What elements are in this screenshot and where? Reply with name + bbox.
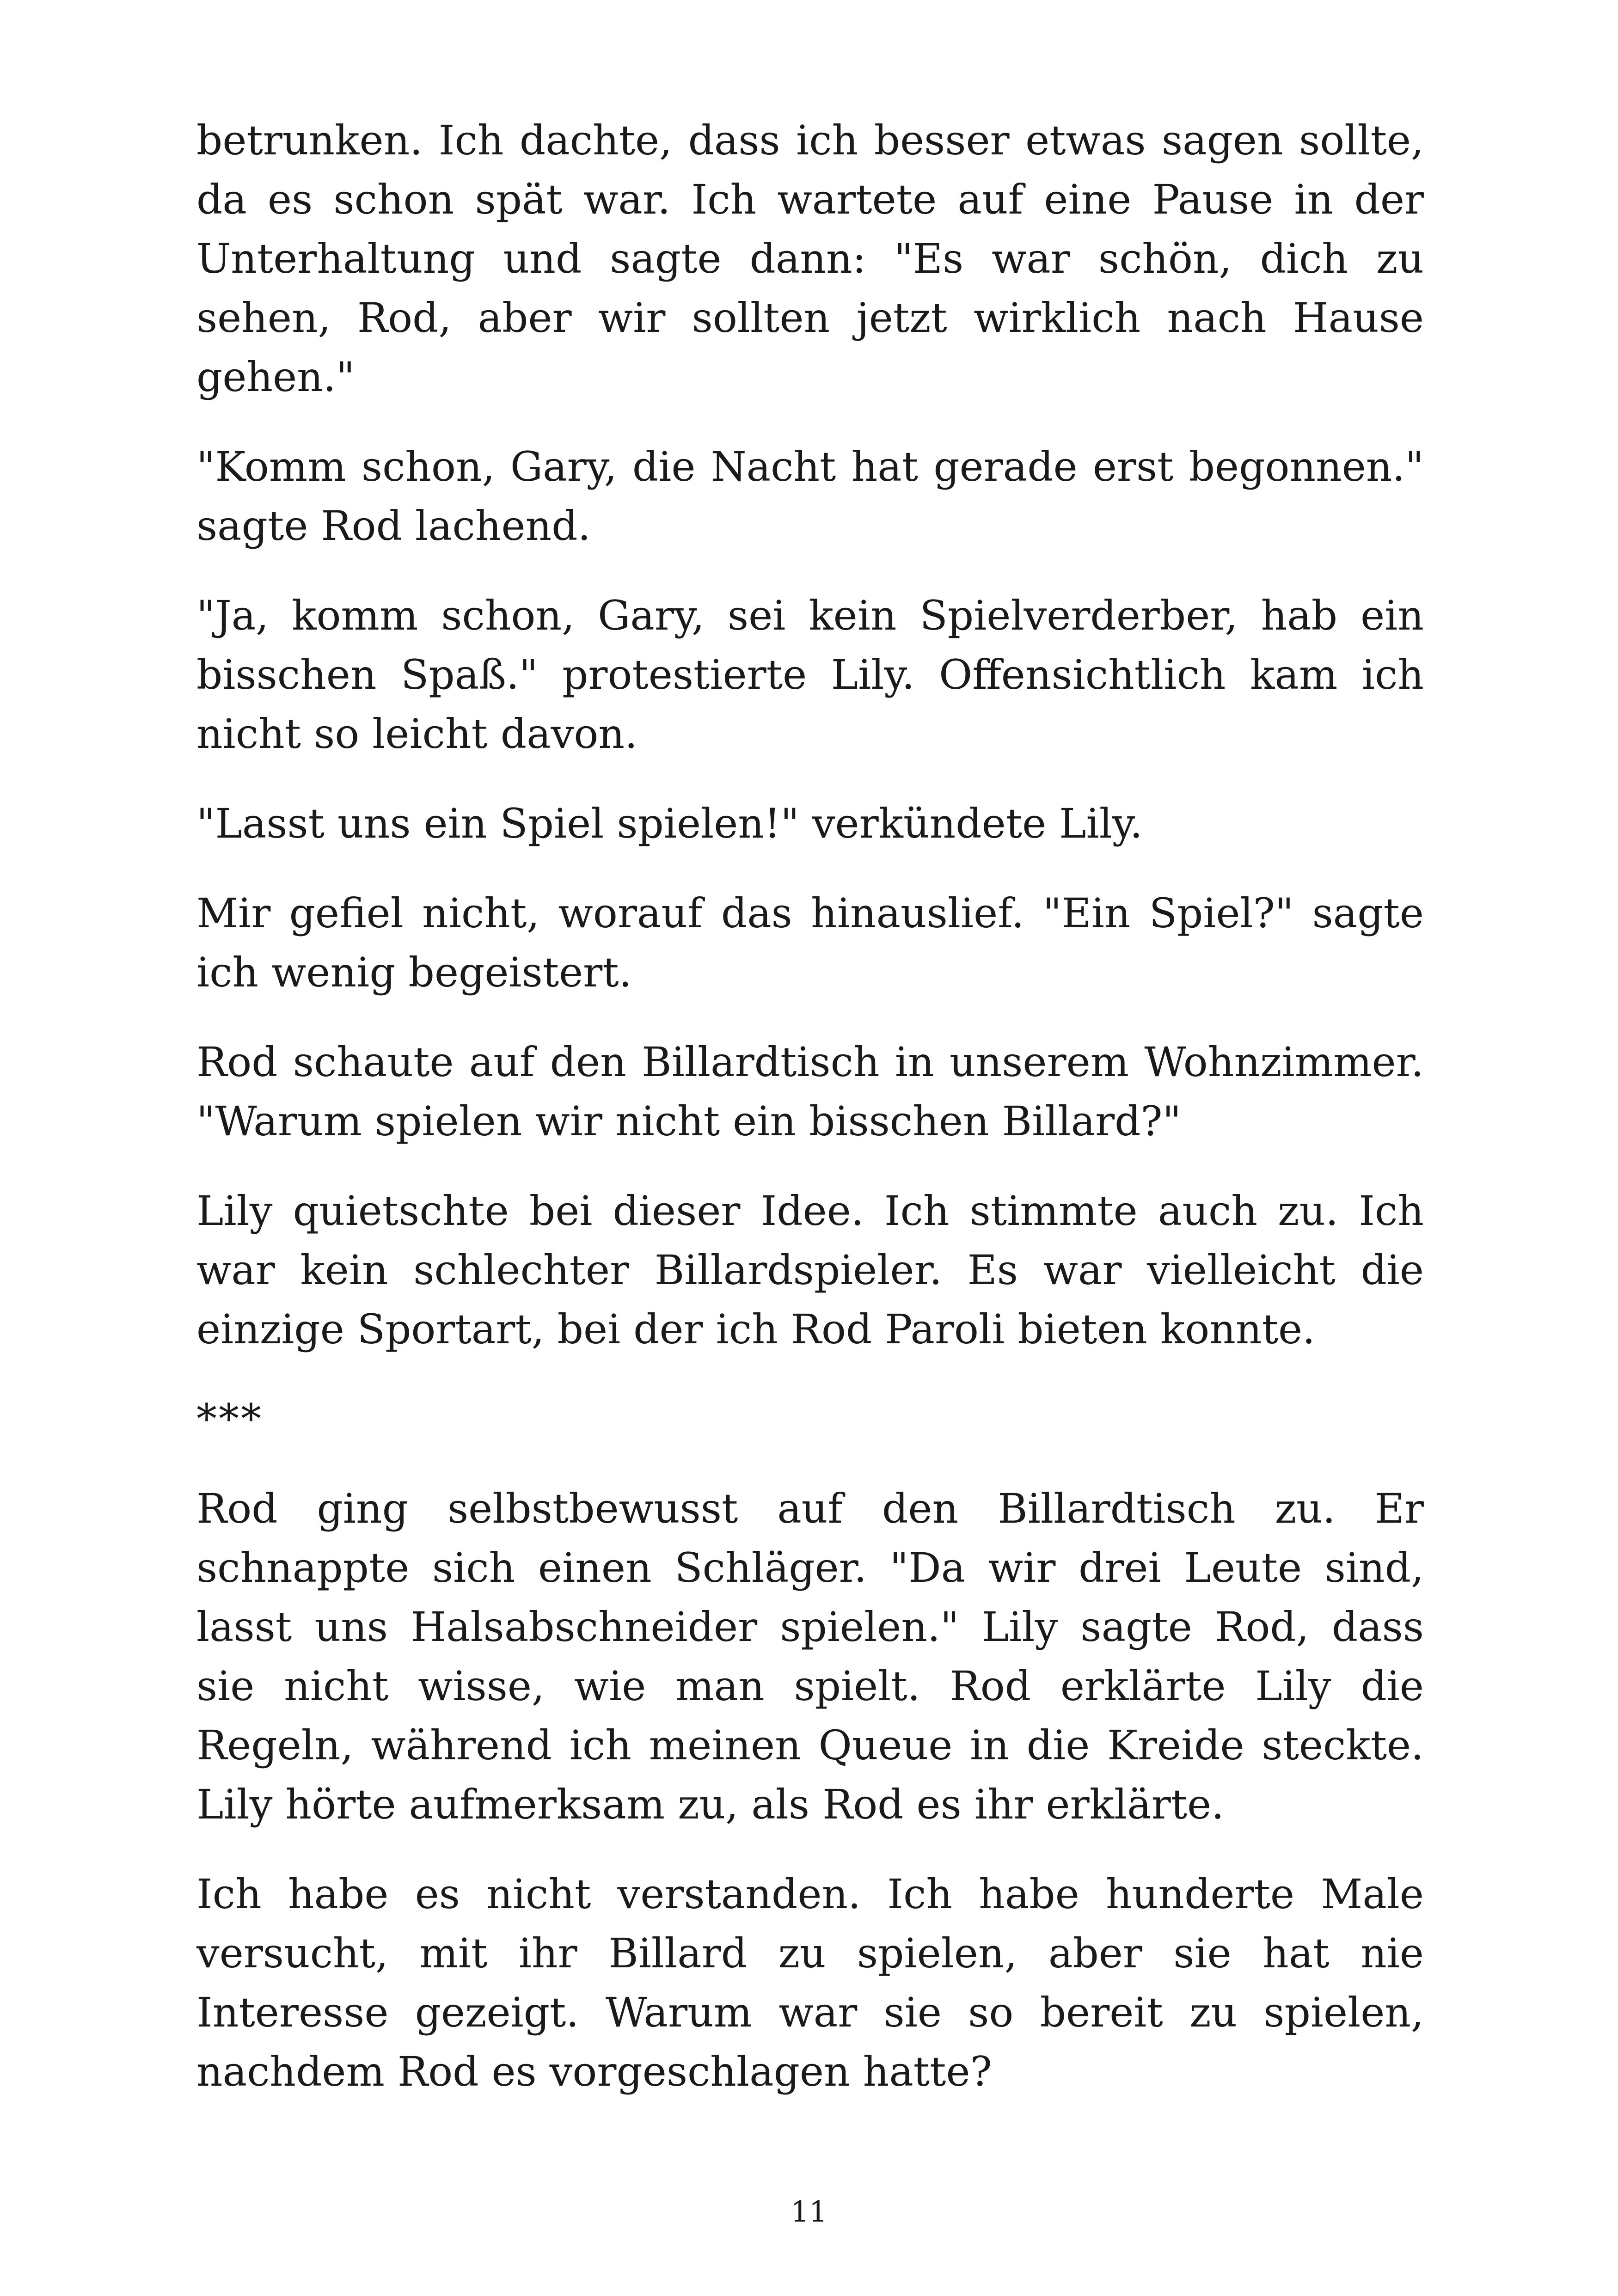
paragraph-2: "Komm schon, Gary, die Nacht hat gerade erst begonnen." sagte Rod lachend. <box>196 443 1424 550</box>
paragraph-5: Mir gefiel nicht, worauf das hinauslief. "Ein Spiel?" sagte ich wenig begeistert. <box>196 889 1424 996</box>
paragraph-1: betrunken. Ich dachte, dass ich besser etwas sagen sollte, da es schon spät war. Ich wartete auf eine Pause in der Unterhaltung und sagte dann: "Es war schön, dich zu sehen, Rod, aber wir sollten jetzt wirklich nach Hause gehen." <box>196 116 1424 401</box>
paragraph-8: Rod ging selbstbewusst auf den Billardtisch zu. Er schnappte sich einen Schläger. "Da wir drei Leute sind, lasst uns Halsabschneider spielen." Lily sagte Rod, dass sie nicht wisse, wie man spielt. Rod erklärte Lily die Regeln, während ich meinen Queue in die Kreide steckte. Lily hörte aufmerksam zu, als Rod es ihr erklärte. <box>196 1485 1424 1828</box>
scene-break: *** <box>196 1395 263 1443</box>
body-text <box>196 111 1424 2132</box>
page-number: 11 <box>791 2195 827 2229</box>
paragraph-7: Lily quietschte bei dieser Idee. Ich stimmte auch zu. Ich war kein schlechter Billardspieler. Es war vielleicht die einzige Sportart, bei der ich Rod Paroli bieten konnte. <box>196 1187 1424 1353</box>
paragraph-6: Rod schaute auf den Billardtisch in unserem Wohnzimmer. "Warum spielen wir nicht ein bisschen Billard?" <box>196 1038 1424 1145</box>
paragraph-4: "Lasst uns ein Spiel spielen!" verkündete Lily. <box>196 800 1143 847</box>
paragraph-9: Ich habe es nicht verstanden. Ich habe hunderte Male versucht, mit ihr Billard zu spielen, aber sie hat nie Interesse gezeigt. Warum war sie so bereit zu spielen, nachdem Rod es vorgeschlagen hatte? <box>196 1870 1424 2095</box>
paragraph-3: "Ja, komm schon, Gary, sei kein Spielverderber, hab ein bisschen Spaß." protestierte Lily. Offensichtlich kam ich nicht so leicht davon. <box>196 592 1424 758</box>
